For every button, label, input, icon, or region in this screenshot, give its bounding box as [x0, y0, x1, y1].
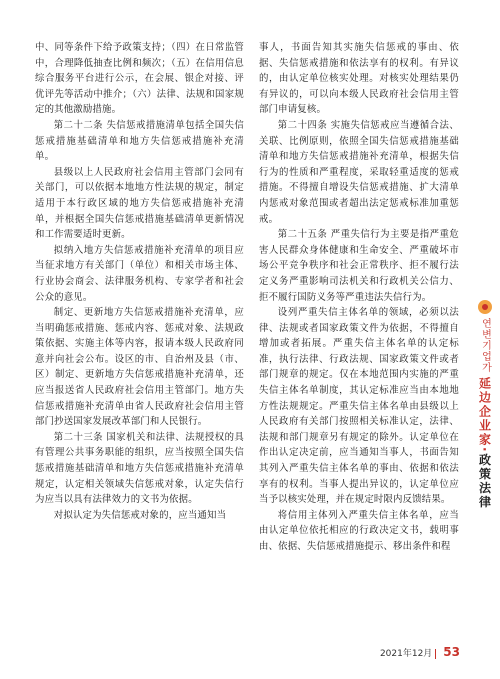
sidebar-title-red: 延边企业家	[477, 377, 492, 447]
paragraph: 第二十二条 失信惩戒措施清单包括全国失信惩戒措施基础清单和地方失信惩戒措施补充清单。	[35, 119, 244, 163]
right-column	[259, 40, 459, 555]
page-footer	[380, 645, 460, 659]
footer-divider	[435, 649, 436, 659]
sidebar-title-dark: 政策法律	[477, 453, 492, 510]
paragraph: 制定、更新地方失信惩戒措施补充清单，应当明确惩戒措施、惩戒内容、惩戒对象、法规政策依据、实施主体等内容，报请本级人民政府同意并向社会公布。设区的市、自治州及县（市、区）制定、更新地方失信惩戒措施补充清单，还应当报送省人民政府社会信用主管部门。地方失信惩戒措施补充清单由省人民政府社会信用主管部门抄送国家发展改革部门和人民银行。	[35, 307, 244, 428]
paragraph: 中、同等条件下给予政策支持；（四）在日常监管中，合理降低抽查比例和频次；（五）在信用信息综合服务平台进行公示，在会展、银企对接、评优评先等活动中推介；（六）法律、法规和国家规定的其他激励措施。	[35, 42, 244, 116]
paragraph: 对拟认定为失信惩戒对象的，应当通知当	[53, 509, 227, 521]
paragraph: 设列严重失信主体名单的领域，必须以法律、法规或者国家政策文件为依据，不得擅自增加或者拓展。严重失信主体名单的认定标准，执行法律、行政法规、国家政策文件或者部门规章的规定。仅在本地范围内实施的严重失信主体名单制度，其认定标准应当由本地地方性法规规定。严重失信主体名单由县级以上人民政府有关部门按照相关标准认定，法律、法规和部门规章另有规定的除外。认定单位在作出认定决定前，应当通知当事人，书面告知其列入严重失信主体名单的事由、依据和依法享有的权利。当事人提出异议的，认定单位应当予以核实处理，并在规定时限内反馈结果。	[259, 307, 459, 506]
paragraph: 第二十五条 严重失信行为主要是指严重危害人民群众身体健康和生命安全、严重破坏市场公平竞争秩序和社会正常秩序、拒不履行法定义务严重影响司法机关和行政机关公信力、拒不履行国防义务等严重违法失信行为。	[259, 229, 459, 303]
paragraph: 第二十四条 实施失信惩戒应当遵循合法、关联、比例原则，依照全国失信惩戒措施基础清单和地方失信惩戒措施补充清单，根据失信行为的性质和严重程度，采取轻重适度的惩戒措施。不得擅自增设失信惩戒措施、扩大清单内惩戒对象范围或者超出法定惩戒标准加重惩戒。	[259, 119, 459, 225]
section-dot-icon	[478, 300, 492, 314]
sidebar-title-separator: ·	[477, 447, 492, 454]
page-number: 53	[443, 645, 460, 659]
paragraph: 事人，书面告知其实施失信惩戒的事由、依据、失信惩戒措施和依法享有的权利。有异议的，由认定单位核实处理。对核实处理结果仍有异议的，可以向本级人民政府社会信用主管部门申请复核。	[259, 42, 459, 116]
paragraph: 拟纳入地方失信惩戒措施补充清单的项目应当征求地方有关部门（单位）和相关市场主体、行业协会商会、法律服务机构、专家学者和社会公众的意见。	[35, 244, 244, 303]
paragraph: 第二十三条 国家机关和法律、法规授权的具有管理公共事务职能的组织，应当按照全国失信惩戒措施基础清单和地方失信惩戒措施补充清单规定，认定相关领域失信惩戒对象，认定失信行为应当以具有法律效力的文书为依据。	[35, 431, 244, 506]
left-column	[35, 40, 244, 523]
sidebar-korean-title: 연변기업가	[479, 318, 491, 373]
section-sidebar	[470, 300, 500, 560]
paragraph: 县级以上人民政府社会信用主管部门会同有关部门，可以依据本地地方性法规的规定，制定适用于本行政区域的地方失信惩戒措施补充清单，并根据全国失信惩戒措施基础清单更新情况和工作需要适时更新。	[35, 166, 244, 241]
sidebar-section-title	[477, 377, 494, 510]
paragraph: 将信用主体列入严重失信主体名单，应当由认定单位依托相应的行政决定文书，载明事由、依据、失信惩戒措施提示、移出条件和程	[259, 509, 459, 552]
issue-date: 2021年12月	[379, 649, 433, 659]
